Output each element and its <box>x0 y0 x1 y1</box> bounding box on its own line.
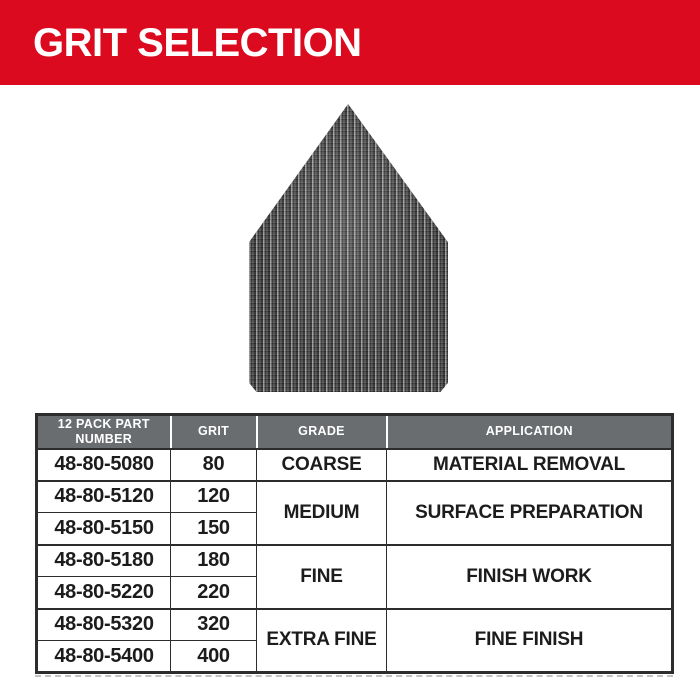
part-number: 48-80-5150 <box>37 513 171 545</box>
grade-value: FINE <box>257 545 387 609</box>
col-header-part-number: 12 PACK PART NUMBER <box>37 415 171 449</box>
table-row <box>37 545 673 577</box>
application-value: FINE FINISH <box>387 609 673 673</box>
part-number: 48-80-5120 <box>37 481 171 513</box>
col-header-application: APPLICATION <box>387 415 673 449</box>
grit-value: 220 <box>171 577 257 609</box>
page-title: GRIT SELECTION <box>33 20 362 65</box>
application-value: SURFACE PREPARATION <box>387 481 673 545</box>
part-number: 48-80-5220 <box>37 577 171 609</box>
table-row <box>37 449 673 481</box>
grit-value: 400 <box>171 641 257 673</box>
part-number: 48-80-5400 <box>37 641 171 673</box>
part-number: 48-80-5320 <box>37 609 171 641</box>
col-header-grade: GRADE <box>257 415 387 449</box>
application-value: FINISH WORK <box>387 545 673 609</box>
title-banner <box>0 0 700 85</box>
table-row <box>37 481 673 513</box>
table-header-row <box>37 415 673 449</box>
grit-selection-table <box>35 413 674 674</box>
perforation-dashed-line <box>35 675 673 677</box>
mesh-sanding-sheet-image <box>249 104 448 392</box>
col-header-grit: GRIT <box>171 415 257 449</box>
grit-value: 320 <box>171 609 257 641</box>
table-row <box>37 609 673 641</box>
application-value: MATERIAL REMOVAL <box>387 449 673 481</box>
grade-value: EXTRA FINE <box>257 609 387 673</box>
grade-value: MEDIUM <box>257 481 387 545</box>
part-number: 48-80-5080 <box>37 449 171 481</box>
grit-value: 150 <box>171 513 257 545</box>
part-number: 48-80-5180 <box>37 545 171 577</box>
grit-value: 80 <box>171 449 257 481</box>
grit-value: 120 <box>171 481 257 513</box>
grit-value: 180 <box>171 545 257 577</box>
grade-value: COARSE <box>257 449 387 481</box>
